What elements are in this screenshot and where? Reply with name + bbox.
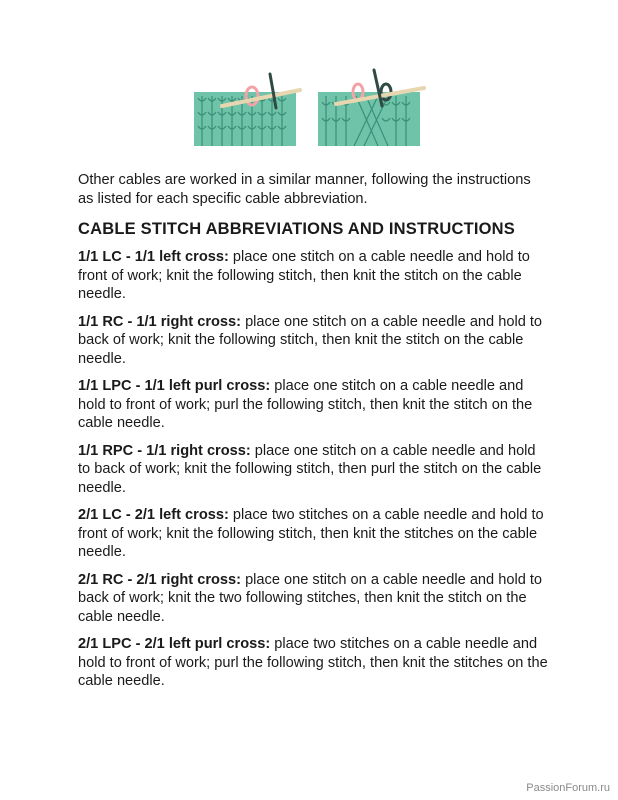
abbreviation-entry: [78, 313, 548, 369]
abbreviation-term: 1/1 RPC - 1/1 right cross:: [78, 442, 251, 459]
abbreviation-instruction: place two stitches on a cable needle and hold to front of work; purl the following stitch, then knit the stitches on the cable needle.: [78, 636, 548, 689]
abbreviation-list: [78, 248, 548, 700]
abbreviation-term: 1/1 RC - 1/1 right cross:: [78, 313, 242, 330]
abbreviation-entry: [78, 248, 548, 304]
abbreviation-entry: [78, 635, 548, 691]
abbreviation-instruction: place two stitches on a cable needle and hold to front of work; knit the following stitch, then knit the stitches on the cable needle.: [78, 507, 544, 560]
abbreviation-term: 1/1 LC - 1/1 left cross:: [78, 249, 229, 265]
cable-illustrations: [192, 66, 432, 148]
cable-illustration-right: [316, 66, 428, 148]
section-heading: CABLE STITCH ABBREVIATIONS AND INSTRUCTIONS: [78, 220, 515, 238]
abbreviation-instruction: place one stitch on a cable needle and hold to front of work; purl the following stitch, then knit the stitch on the cable needle.: [78, 378, 533, 431]
abbreviation-term: 2/1 LPC - 2/1 left purl cross:: [78, 636, 271, 652]
cable-illustration-left: [192, 66, 304, 148]
abbreviation-entry: [78, 571, 548, 627]
abbreviation-instruction: place one stitch on a cable needle and hold to back of work; knit the following stitch, then knit the stitch on the cable needle.: [78, 313, 543, 367]
abbreviation-instruction: place one stitch on a cable needle and hold to front of work; knit the following stitch, then knit the stitch on the cable needle.: [78, 249, 530, 302]
abbreviation-entry: [78, 377, 548, 433]
intro-paragraph: Other cables are worked in a similar manner, following the instructions as listed for each specific cable abbreviation.: [78, 172, 531, 207]
abbreviation-term: 2/1 LC - 2/1 left cross:: [78, 507, 229, 523]
abbreviation-instruction: place one stitch on a cable needle and hold to back of work; knit the following stitch, then purl the stitch on the cable needle.: [78, 442, 542, 496]
abbreviation-instruction: place one stitch on a cable needle and hold to back of work; knit the two following stitches, then knit the stitch on the cable needle.: [78, 571, 543, 625]
abbreviation-entry: [78, 506, 548, 562]
watermark: PassionForum.ru: [526, 782, 610, 794]
abbreviation-entry: [78, 442, 548, 498]
abbreviation-term: 1/1 LPC - 1/1 left purl cross:: [78, 378, 271, 394]
abbreviation-term: 2/1 RC - 2/1 right cross:: [78, 571, 242, 588]
